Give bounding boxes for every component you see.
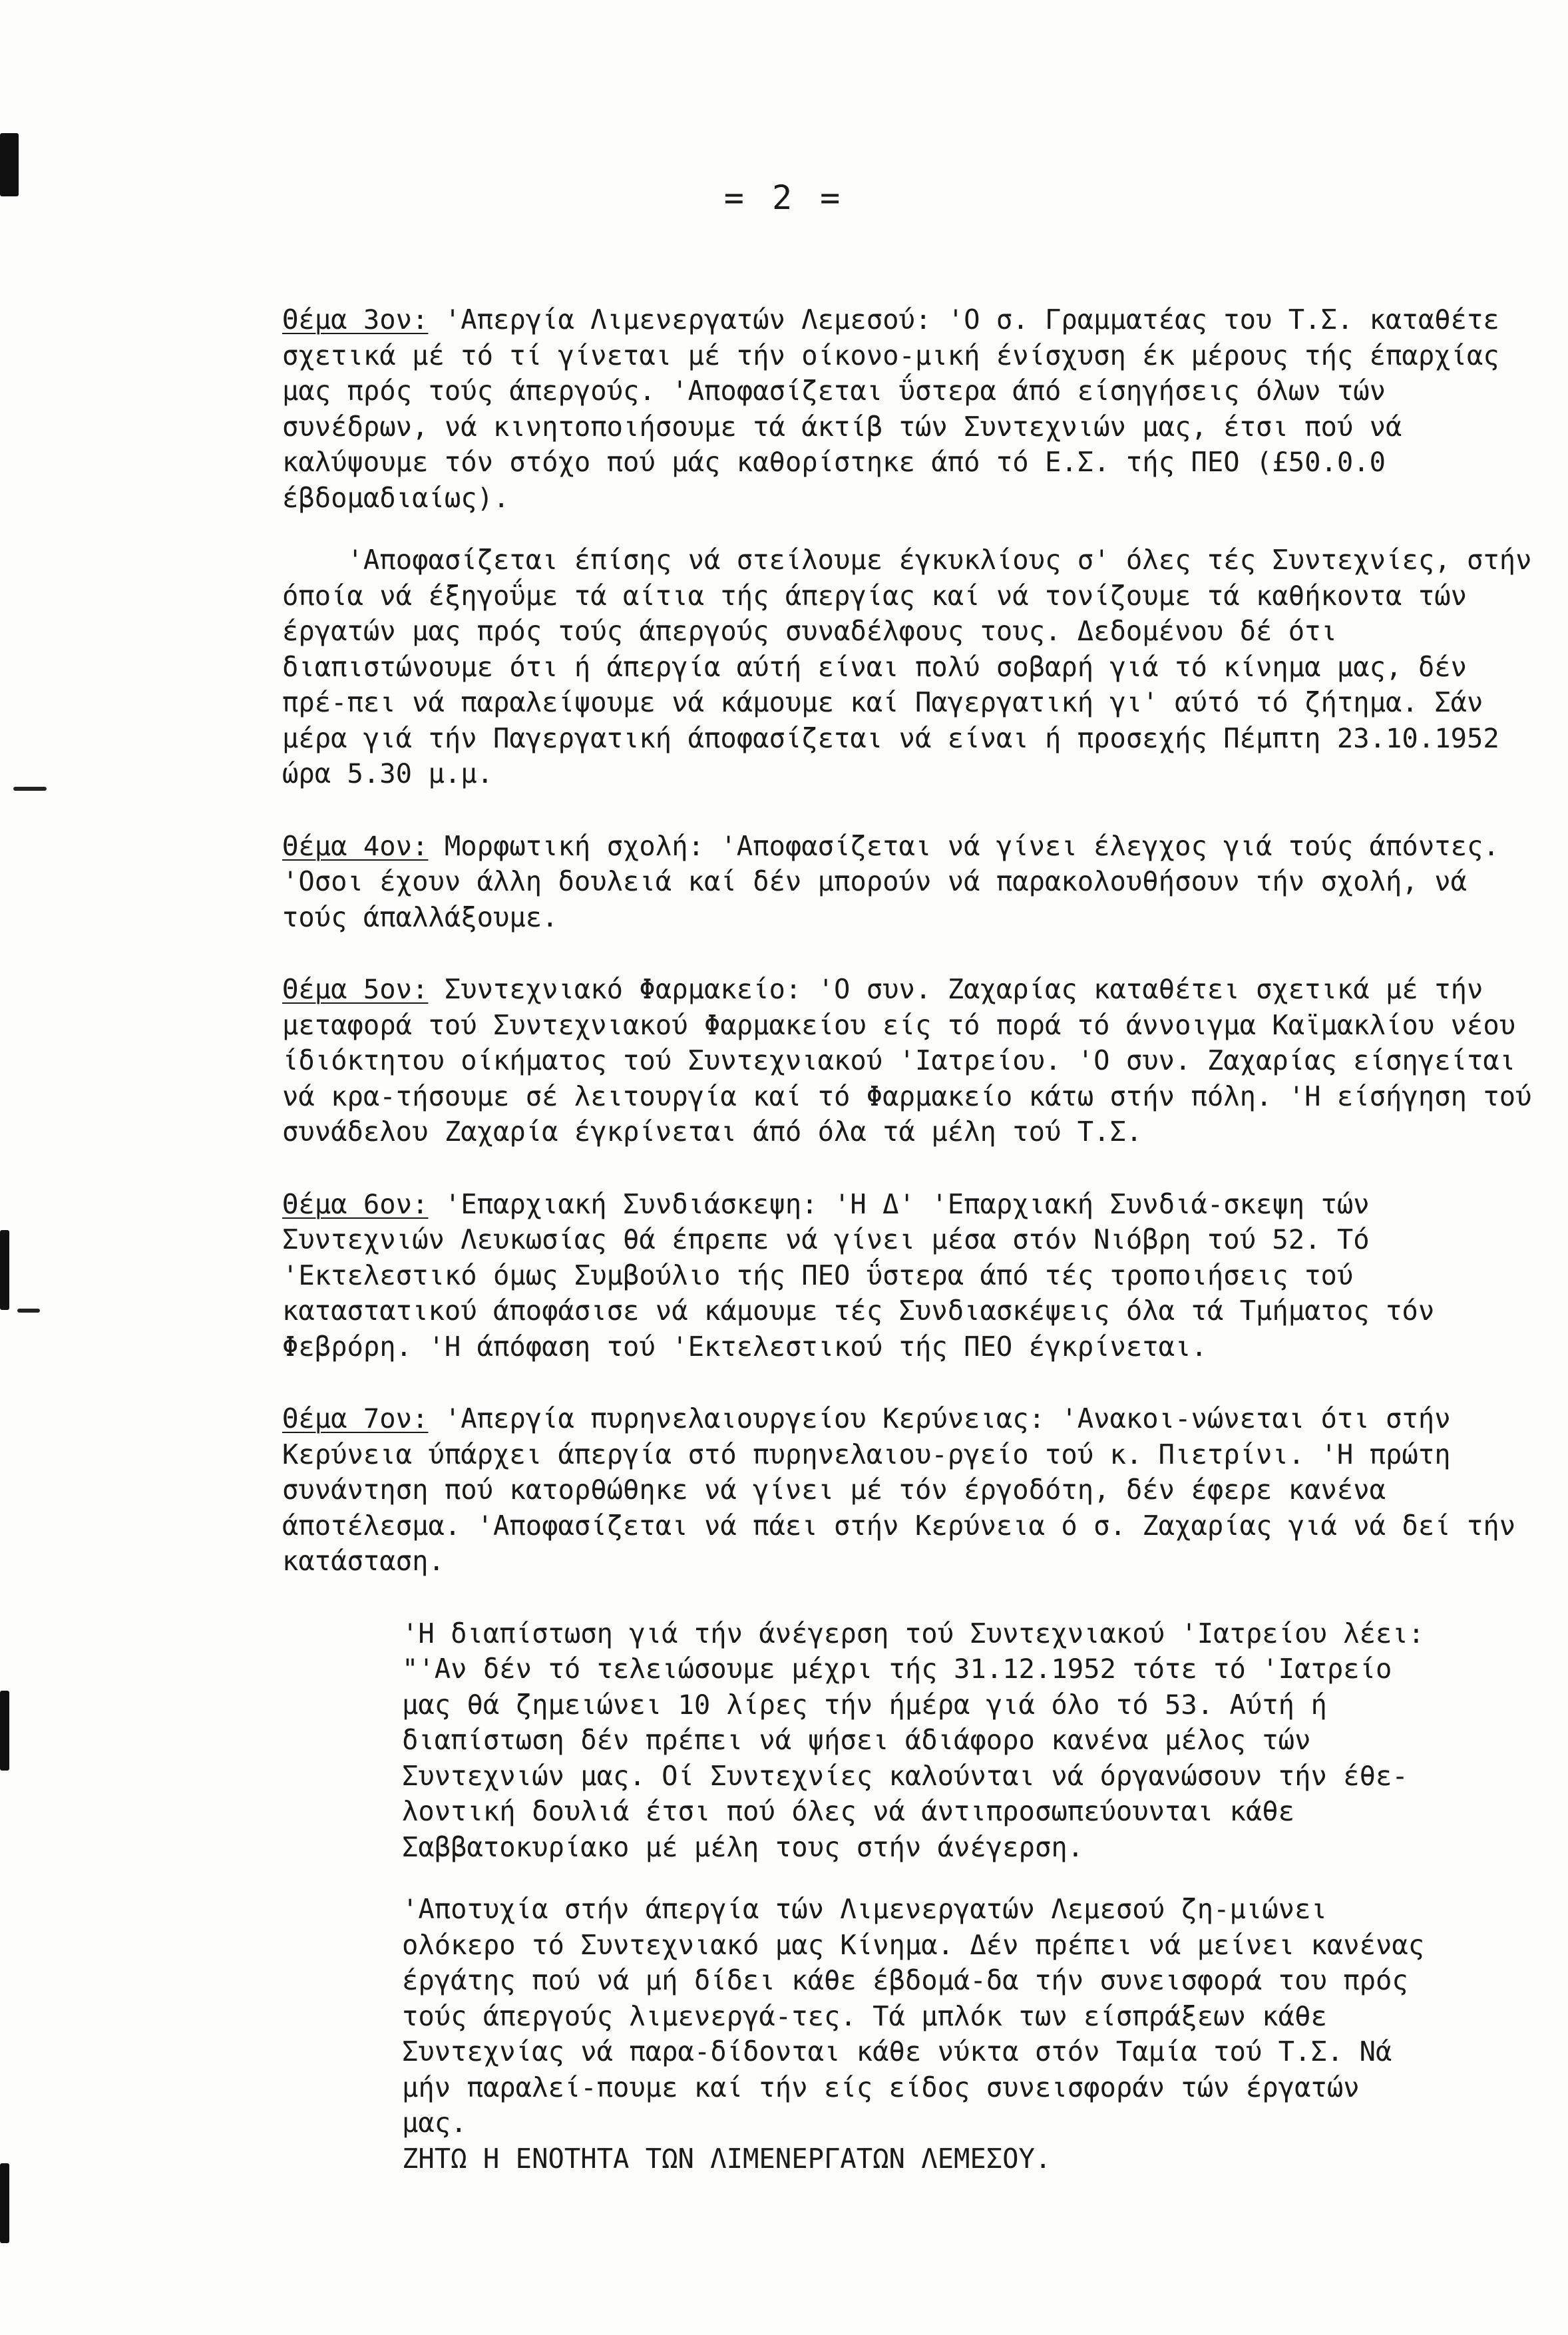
section-paragraph: 'Αποφασίζεται έπίσης νά στείλουμε έγκυκλίους σ' όλες τές Συντεχνίες, στήν όποία νά έξηγοΰμε τά αίτια τής άπεργίας καί νά τονίζουμε τά καθήκοντα τών έργατών μας πρός τούς άπεργούς συναδέλφους τους. Δεδομένου δέ ότι διαπιστώνουμε ότι ή άπεργία αύτή είναι πολύ σοβαρή γιά τό κίνημα μας, δέν πρέ-πει νά παραλείψουμε νά κάμουμε καί Παγεργατική γι' αύτό τό ζήτημα. Σάν μέρα γιά τήν Παγεργατική άποφασίζεται νά είναι ή προσεχής Πέμπτη 23.10.1952 ώρα 5.30 μ.μ. <box>282 544 1548 789</box>
section-topic-5 <box>282 972 1548 1150</box>
closing-slogan: ΖΗΤΩ Η ΕΝΟΤΗΤΑ ΤΩΝ ΛΙΜΕΝΕΡΓΑΤΩΝ ΛΕΜΕΣΟΥ. <box>402 2142 1052 2175</box>
indented-notes <box>402 1616 1441 2177</box>
section-heading: Θέμα 6ον: <box>282 1187 429 1220</box>
section-heading: Θέμα 3ον: <box>282 304 429 335</box>
section-paragraph: 'Επαρχιακή Συνδιάσκεψη: 'Η Δ' 'Επαρχιακή Συνδιά-σκεψη τών Συντεχνιών Λευκωσίας θά έπρεπε νά γίνει μέσα στόν Νιόβρη τού 52. Τό 'Εκτελεστικό όμως Συμβούλιο τής ΠΕΟ ΰστερα άπό τές τροποιήσεις τού καταστατικού άποφάσισε νά κάμουμε τές Συνδιασκέψεις όλα τά Τμήματος τόν Φεβρόρη. 'Η άπόφαση τού 'Εκτελεστικού τής ΠΕΟ έγκρίνεται. <box>282 1187 1451 1363</box>
section-paragraph: Μορφωτική σχολή: 'Αποφασίζεται νά γίνει έλεγχος γιά τούς άπόντες. 'Οσοι έχουν άλλη δουλειά καί δέν μπορούν νά παρακολουθήσουν τήν σχολή, νά τούς άπαλλάξουμε. <box>282 829 1516 933</box>
section-paragraph: 'Απεργία Λιμενεργατών Λεμεσού: 'Ο σ. Γραμματέας του Τ.Σ. καταθέτε σχετικά μέ τό τί γίνεται μέ τήν οίκονο-μική ένίσχυση έκ μέρους τής έπαρχίας μας πρός τούς άπεργούς. 'Αποφασίζεται ΰστερα άπό είσηγήσεις όλων τών συνέδρων, νά κινητοποιήσουμε τά άκτίβ τών Συντεχνιών μας, έτσι πού νά καλύψουμε τόν στόχο πού μάς καθορίστηκε άπό τό Ε.Σ. τής ΠΕΟ (£50.0.0 έβδομαδιαίως). <box>282 304 1516 514</box>
margin-scan-mark <box>17 1309 40 1313</box>
section-paragraph: Συντεχνιακό Φαρμακείο: 'Ο συν. Ζαχαρίας καταθέτει σχετικά μέ τήν μεταφορά τού Συντεχνιακού Φαρμακείου είς τό πορά τό άννοιγμα Καϊμακλίου νέου ίδιόκτητου οίκήματος τού Συντεχνιακού 'Ιατρείου. 'Ο συν. Ζαχαρίας είσηγείται νά κρα-τήσουμε σέ λειτουργία καί τό Φαρμακείο κάτω στήν πόλη. 'Η είσήγηση τού συνάδελου Ζαχαρία έγκρίνεται άπό όλα τά μέλη τού Τ.Σ. <box>282 973 1548 1148</box>
section-paragraph: 'Απεργία πυρηνελαιουργείου Κερύνειας: 'Ανακοι-νώνεται ότι στήν Κερύνεια ύπάρχει άπεργία στό πυρηνελαιου-ργείο τού κ. Πιετρίνι. 'Η πρώτη συνάντηση πού κατορθώθηκε νά γίνει μέ τόν έργοδότη, δέν έφερε κανένα άποτέλεσμα. 'Αποφασίζεται νά πάει στήν Κερύνεια ό σ. Ζαχαρίας γιά νά δεί τήν κατάσταση. <box>282 1402 1532 1577</box>
section-topic-7 <box>282 1401 1533 1580</box>
section-heading: Θέμα 5ον: <box>282 973 429 1005</box>
section-heading: Θέμα 7ον: <box>282 1402 429 1434</box>
section-topic-3 <box>282 302 1548 792</box>
note-paragraph: 'Αποτυχία στήν άπεργία τών Λιμενεργατών Λεμεσού ζη-μιώνει ολόκερο τό Συντεχνιακό μας Κίνημα. Δέν πρέπει νά μείνει κανένας έργάτης πού νά μή δίδει κάθε έβδομά-δα τήν συνεισφορά του πρός τούς άπεργούς λιμενεργά-τες. Τά μπλόκ των είσπράξεων κάθε Συντεχνίας νά παρα-δίδονται κάθε νύκτα στόν Ταμία τού Τ.Σ. Νά μήν παραλεί-πουμε καί τήν είς είδος συνεισφοράν τών έργατών μας. <box>402 1893 1441 2139</box>
margin-scan-mark <box>0 1230 9 1310</box>
section-topic-4 <box>282 829 1533 936</box>
margin-scan-mark <box>0 1691 9 1771</box>
section-heading: Θέμα 4ον: <box>282 829 429 862</box>
section-topic-6 <box>282 1187 1533 1365</box>
margin-scan-mark <box>0 2163 9 2243</box>
note-paragraph: 'Η διαπίστωση γιά τήν άνέγερση τού Συντεχνιακού 'Ιατρείου λέει: "'Αν δέν τό τελειώσουμε μέχρι τής 31.12.1952 τότε τό 'Ιατρείο μας θά ζημειώνει 10 λίρες τήν ήμέρα γιά όλο τό 53. Αύτή ή διαπίστωση δέν πρέπει νά ψήσει άδιάφορο κανένα μέλος τών Συντεχνιών μας. Οί Συντεχνίες καλούνται νά όργανώσουν τήν έθε-λοντική δουλιά έτσι πού όλες νά άντιπροσωπεύουνται κάθε Σαββατοκυρίακο μέ μέλη τους στήν άνέγερση. <box>402 1617 1441 1863</box>
document-body <box>282 302 1548 2177</box>
page-number: = 2 = <box>723 178 845 217</box>
margin-scan-mark <box>13 787 47 791</box>
